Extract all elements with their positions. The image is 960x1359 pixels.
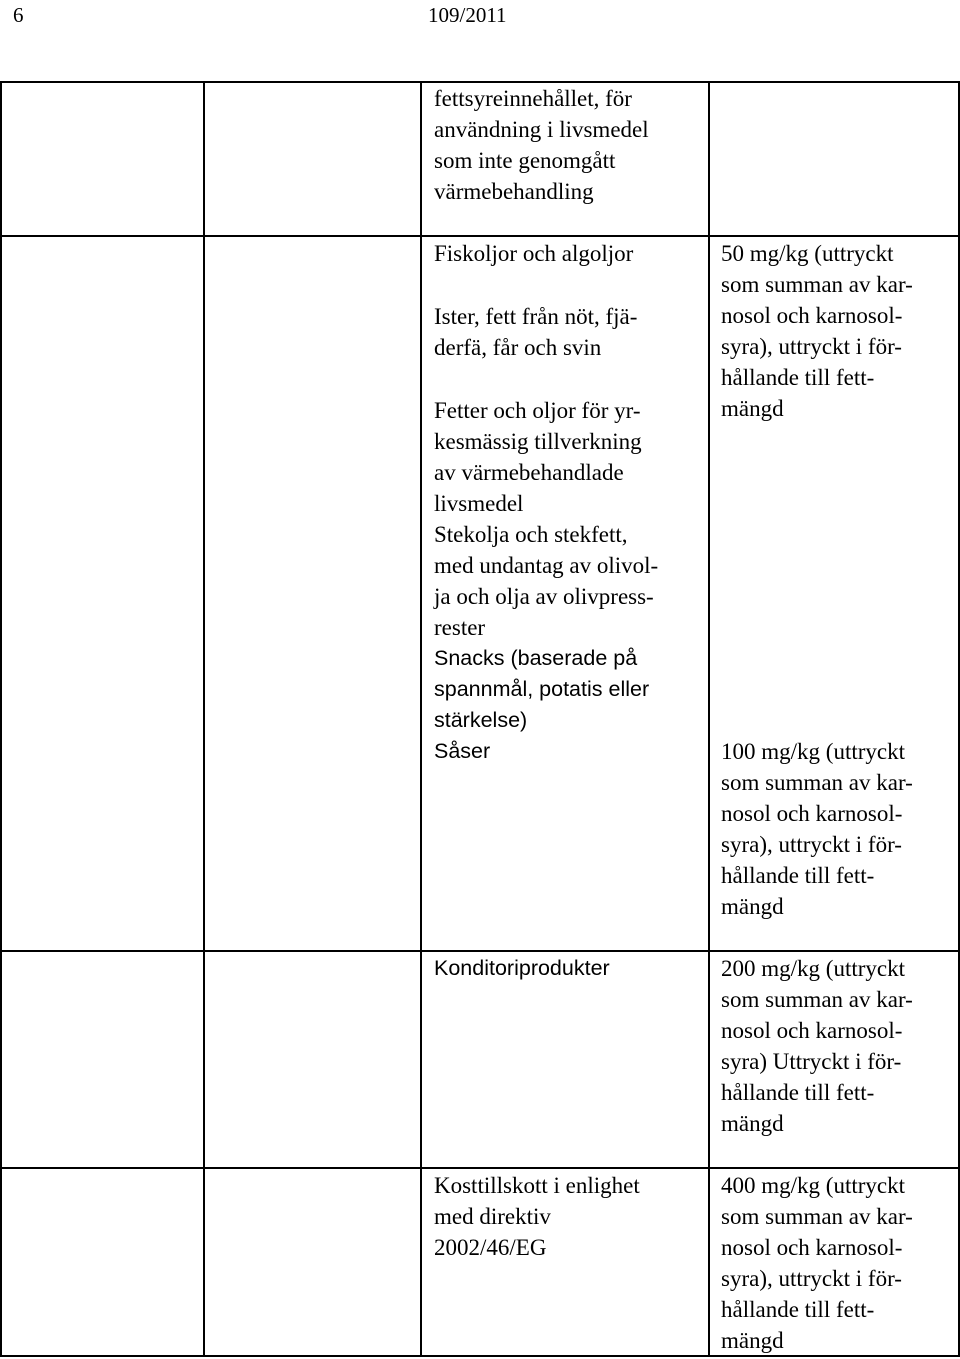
- cell-text-line: värmebehandling: [434, 179, 594, 204]
- food-group-animal-fats: [434, 301, 637, 363]
- cell-text-line: syra), uttryckt i för-: [721, 832, 902, 857]
- row-divider-1: [0, 235, 960, 237]
- cell-text-line: som summan av kar-: [721, 987, 913, 1012]
- cell-text-line: livsmedel: [434, 491, 524, 516]
- cell-text-line: användning i livsmedel: [434, 117, 649, 142]
- cell-text-line: nosol och karnosol-: [721, 303, 903, 328]
- column-divider-2: [420, 81, 422, 1357]
- table-row-0-food: [434, 83, 649, 207]
- food-group-supplements: [434, 1170, 640, 1263]
- cell-text-line: syra), uttryckt i för-: [721, 334, 902, 359]
- cell-text-line: mängd: [721, 1328, 784, 1353]
- row-divider-2: [0, 950, 960, 952]
- cell-text-line: fettsyreinnehållet, för: [434, 86, 632, 111]
- cell-text-line: Ister, fett från nöt, fjä-: [434, 304, 638, 329]
- cell-text-line: Konditoriprodukter: [434, 956, 610, 980]
- limit-400-mg-kg: [721, 1170, 913, 1356]
- food-group-frying-oil: [434, 519, 658, 643]
- cell-text-line: derfä, får och svin: [434, 335, 602, 360]
- table-border-left: [0, 81, 2, 1357]
- cell-text-line: ja och olja av olivpress-: [434, 584, 654, 609]
- food-group-snacks: [434, 643, 649, 736]
- limit-200-mg-kg: [721, 953, 913, 1139]
- cell-text-line: 50 mg/kg (uttryckt: [721, 241, 894, 266]
- cell-text-line: 400 mg/kg (uttryckt: [721, 1173, 905, 1198]
- cell-text-line: 2002/46/EG: [434, 1235, 547, 1260]
- cell-text-line: syra), uttryckt i för-: [721, 1266, 902, 1291]
- cell-text-line: som summan av kar-: [721, 1204, 913, 1229]
- cell-text-line: Såser: [434, 739, 491, 763]
- cell-text-line: av värmebehandlade: [434, 460, 624, 485]
- cell-text-line: Stekolja och stekfett,: [434, 522, 628, 547]
- cell-text-line: hållande till fett-: [721, 863, 875, 888]
- cell-text-line: Kosttillskott i enlighet: [434, 1173, 640, 1198]
- row-divider-3: [0, 1167, 960, 1169]
- cell-text-line: som summan av kar-: [721, 770, 913, 795]
- cell-text-line: hållande till fett-: [721, 1297, 875, 1322]
- cell-text-line: med undantag av olivol-: [434, 553, 659, 578]
- issue-number: 109/2011: [428, 3, 507, 27]
- cell-text-line: mängd: [721, 1111, 784, 1136]
- cell-text-line: nosol och karnosol-: [721, 1018, 903, 1043]
- cell-text-line: stärkelse): [434, 708, 528, 732]
- limit-50-mg-kg: [721, 238, 913, 424]
- cell-text-line: rester: [434, 615, 486, 640]
- cell-text-line: som inte genomgått: [434, 148, 616, 173]
- cell-text-line: som summan av kar-: [721, 272, 913, 297]
- food-group-sauces: [434, 736, 490, 767]
- cell-text-line: nosol och karnosol-: [721, 801, 903, 826]
- cell-text-line: syra) Uttryckt i för-: [721, 1049, 902, 1074]
- cell-text-line: mängd: [721, 396, 784, 421]
- food-group-fish-oils: [434, 238, 633, 269]
- cell-text-line: 200 mg/kg (uttryckt: [721, 956, 905, 981]
- cell-text-line: hållande till fett-: [721, 1080, 875, 1105]
- cell-text-line: Fiskoljor och algoljor: [434, 241, 634, 266]
- cell-text-line: med direktiv: [434, 1204, 551, 1229]
- column-divider-3: [708, 81, 710, 1357]
- cell-text-line: Fetter och oljor för yr-: [434, 398, 641, 423]
- cell-text-line: kesmässig tillverkning: [434, 429, 642, 454]
- limit-100-mg-kg: [721, 736, 913, 922]
- food-group-confectionery: [434, 953, 610, 984]
- page-number: 6: [13, 3, 24, 27]
- cell-text-line: mängd: [721, 894, 784, 919]
- cell-text-line: hållande till fett-: [721, 365, 875, 390]
- cell-text-line: 100 mg/kg (uttryckt: [721, 739, 905, 764]
- column-divider-1: [203, 81, 205, 1357]
- cell-text-line: spannmål, potatis eller: [434, 677, 650, 701]
- cell-text-line: nosol och karnosol-: [721, 1235, 903, 1260]
- food-group-professional-fats: [434, 395, 642, 519]
- cell-text-line: Snacks (baserade på: [434, 646, 638, 670]
